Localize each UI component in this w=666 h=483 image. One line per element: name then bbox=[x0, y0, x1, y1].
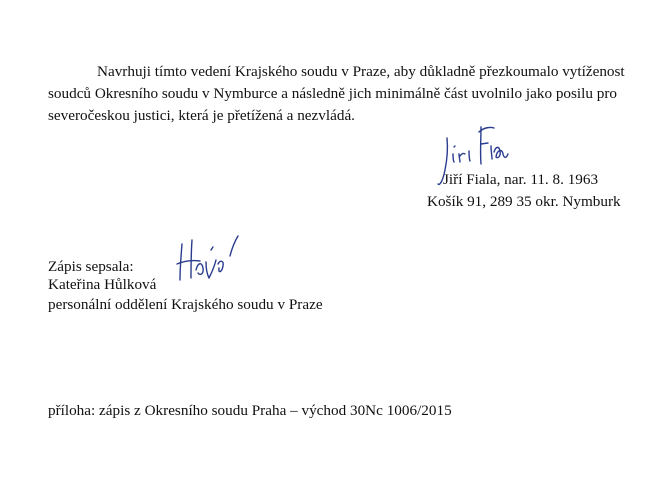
recorder-name: Kateřina Hůlková bbox=[48, 276, 157, 293]
paragraph-line-3: severočeskou justici, která je přetížená a nezvládá. bbox=[48, 107, 355, 124]
signer-name-line: Jiří Fiala, nar. 11. 8. 1963 bbox=[443, 171, 599, 188]
paragraph-line-1: Navrhuji tímto vedení Krajského soudu v Praze, aby důkladně přezkoumalo vytíženost bbox=[97, 63, 625, 80]
recorder-department: personální oddělení Krajského soudu v Praze bbox=[48, 296, 323, 313]
attachment-line: příloha: zápis z Okresního soudu Praha – východ 30Nc 1006/2015 bbox=[48, 402, 452, 419]
recorder-label: Zápis sepsala: bbox=[48, 258, 134, 275]
signer-address-line: Košík 91, 289 35 okr. Nymburk bbox=[427, 193, 621, 210]
paragraph-line-2: soudců Okresního soudu v Nymburce a následně jich minimálně část uvolnilo jako posilu pro bbox=[48, 85, 618, 102]
recorder-signature bbox=[172, 234, 244, 286]
